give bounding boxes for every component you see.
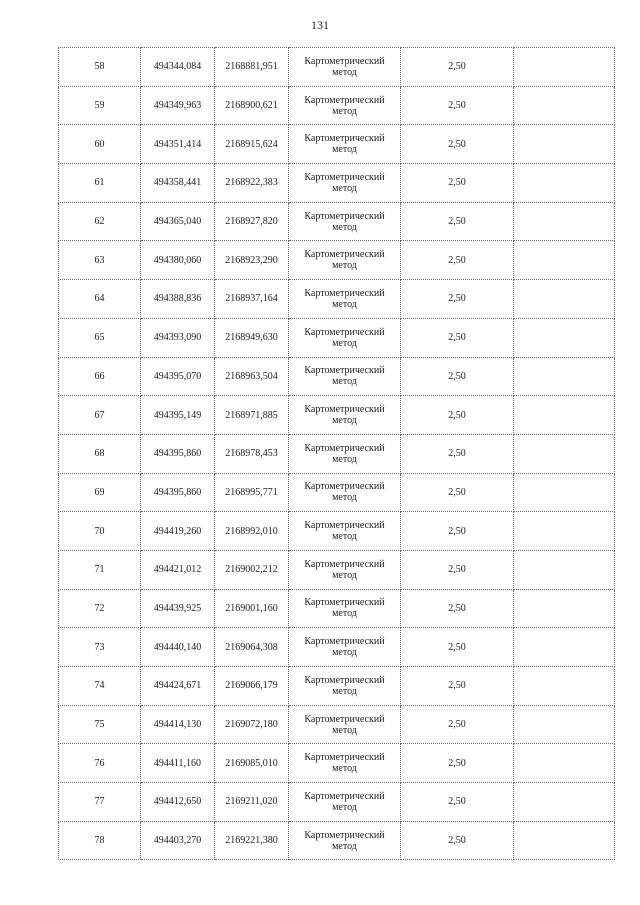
method-cell <box>289 705 401 744</box>
note-cell <box>514 396 615 435</box>
method-line-2: метод <box>332 182 357 194</box>
accuracy-cell: 2,50 <box>401 821 514 860</box>
accuracy-cell: 2,50 <box>401 473 514 512</box>
note-cell <box>514 512 615 551</box>
y-coordinate-cell: 2169001,160 <box>215 589 289 628</box>
x-coordinate-cell: 494344,084 <box>141 48 215 87</box>
table-row <box>59 783 615 822</box>
method-line-1: Картометрический <box>304 481 385 493</box>
method-cell <box>289 434 401 473</box>
method-line-2: метод <box>332 221 357 233</box>
point-number-cell: 59 <box>59 86 141 125</box>
y-coordinate-cell: 2168995,771 <box>215 473 289 512</box>
point-number-cell: 77 <box>59 783 141 822</box>
point-number-cell: 73 <box>59 628 141 667</box>
note-cell <box>514 783 615 822</box>
method-line-2: метод <box>332 337 357 349</box>
point-number-cell: 74 <box>59 667 141 706</box>
method-cell <box>289 667 401 706</box>
method-line-2: метод <box>332 763 357 775</box>
note-cell <box>514 86 615 125</box>
method-line-2: метод <box>332 144 357 156</box>
y-coordinate-cell: 2169221,380 <box>215 821 289 860</box>
method-line-1: Картометрический <box>304 287 385 299</box>
method-cell <box>289 280 401 319</box>
y-coordinate-cell: 2169085,010 <box>215 744 289 783</box>
method-line-2: метод <box>332 840 357 852</box>
table-row <box>59 164 615 203</box>
note-cell <box>514 280 615 319</box>
method-line-1: Картометрический <box>304 249 385 261</box>
point-number-cell: 76 <box>59 744 141 783</box>
method-line-1: Картометрический <box>304 713 385 725</box>
table-row <box>59 744 615 783</box>
table-row <box>59 434 615 473</box>
x-coordinate-cell: 494395,070 <box>141 357 215 396</box>
method-line-2: метод <box>332 376 357 388</box>
y-coordinate-cell: 2168949,630 <box>215 318 289 357</box>
method-line-1: Картометрический <box>304 636 385 648</box>
x-coordinate-cell: 494421,012 <box>141 550 215 589</box>
note-cell <box>514 473 615 512</box>
method-line-1: Картометрический <box>304 597 385 609</box>
accuracy-cell: 2,50 <box>401 86 514 125</box>
table-row <box>59 241 615 280</box>
page-number: 131 <box>311 18 329 32</box>
y-coordinate-cell: 2168900,621 <box>215 86 289 125</box>
method-line-2: метод <box>332 647 357 659</box>
method-cell <box>289 473 401 512</box>
y-coordinate-cell: 2168915,624 <box>215 125 289 164</box>
method-line-2: метод <box>332 298 357 310</box>
accuracy-cell: 2,50 <box>401 667 514 706</box>
note-cell <box>514 202 615 241</box>
table-row <box>59 396 615 435</box>
accuracy-cell: 2,50 <box>401 628 514 667</box>
y-coordinate-cell: 2168992,010 <box>215 512 289 551</box>
y-coordinate-cell: 2169211,020 <box>215 783 289 822</box>
accuracy-cell: 2,50 <box>401 512 514 551</box>
point-number-cell: 60 <box>59 125 141 164</box>
x-coordinate-cell: 494351,414 <box>141 125 215 164</box>
x-coordinate-cell: 494380,060 <box>141 241 215 280</box>
table-row <box>59 473 615 512</box>
accuracy-cell: 2,50 <box>401 783 514 822</box>
method-cell <box>289 202 401 241</box>
note-cell <box>514 125 615 164</box>
method-line-1: Картометрический <box>304 55 385 67</box>
accuracy-cell: 2,50 <box>401 202 514 241</box>
table-row <box>59 512 615 551</box>
y-coordinate-cell: 2168978,453 <box>215 434 289 473</box>
point-number-cell: 61 <box>59 164 141 203</box>
accuracy-cell: 2,50 <box>401 550 514 589</box>
x-coordinate-cell: 494412,650 <box>141 783 215 822</box>
accuracy-cell: 2,50 <box>401 48 514 87</box>
method-line-2: метод <box>332 415 357 427</box>
x-coordinate-cell: 494419,260 <box>141 512 215 551</box>
method-line-1: Картометрический <box>304 365 385 377</box>
note-cell <box>514 705 615 744</box>
accuracy-cell: 2,50 <box>401 241 514 280</box>
table-row <box>59 48 615 87</box>
accuracy-cell: 2,50 <box>401 396 514 435</box>
accuracy-cell: 2,50 <box>401 164 514 203</box>
x-coordinate-cell: 494403,270 <box>141 821 215 860</box>
point-number-cell: 75 <box>59 705 141 744</box>
method-line-1: Картометрический <box>304 752 385 764</box>
method-line-2: метод <box>332 531 357 543</box>
method-line-1: Картометрический <box>304 326 385 338</box>
x-coordinate-cell: 494365,040 <box>141 202 215 241</box>
y-coordinate-cell: 2168881,951 <box>215 48 289 87</box>
point-number-cell: 65 <box>59 318 141 357</box>
y-coordinate-cell: 2168927,820 <box>215 202 289 241</box>
method-line-2: метод <box>332 801 357 813</box>
x-coordinate-cell: 494358,441 <box>141 164 215 203</box>
point-number-cell: 70 <box>59 512 141 551</box>
table-row <box>59 280 615 319</box>
table-row <box>59 318 615 357</box>
note-cell <box>514 744 615 783</box>
method-line-1: Картометрический <box>304 829 385 841</box>
table-row <box>59 821 615 860</box>
y-coordinate-cell: 2168923,290 <box>215 241 289 280</box>
method-cell <box>289 318 401 357</box>
x-coordinate-cell: 494424,671 <box>141 667 215 706</box>
point-number-cell: 71 <box>59 550 141 589</box>
x-coordinate-cell: 494395,860 <box>141 434 215 473</box>
method-line-1: Картометрический <box>304 674 385 686</box>
method-cell <box>289 550 401 589</box>
point-number-cell: 78 <box>59 821 141 860</box>
point-number-cell: 68 <box>59 434 141 473</box>
method-cell <box>289 396 401 435</box>
x-coordinate-cell: 494439,925 <box>141 589 215 628</box>
accuracy-cell: 2,50 <box>401 744 514 783</box>
method-cell <box>289 357 401 396</box>
note-cell <box>514 550 615 589</box>
table-row <box>59 705 615 744</box>
y-coordinate-cell: 2168963,504 <box>215 357 289 396</box>
x-coordinate-cell: 494414,130 <box>141 705 215 744</box>
table-row <box>59 125 615 164</box>
method-line-1: Картометрический <box>304 133 385 145</box>
y-coordinate-cell: 2169072,180 <box>215 705 289 744</box>
method-cell <box>289 628 401 667</box>
coordinates-table-body <box>59 48 615 860</box>
x-coordinate-cell: 494349,963 <box>141 86 215 125</box>
note-cell <box>514 821 615 860</box>
point-number-cell: 72 <box>59 589 141 628</box>
accuracy-cell: 2,50 <box>401 318 514 357</box>
y-coordinate-cell: 2168937,164 <box>215 280 289 319</box>
table-row <box>59 357 615 396</box>
accuracy-cell: 2,50 <box>401 357 514 396</box>
method-line-2: метод <box>332 105 357 117</box>
method-line-2: метод <box>332 66 357 78</box>
method-cell <box>289 241 401 280</box>
y-coordinate-cell: 2169064,308 <box>215 628 289 667</box>
table-row <box>59 86 615 125</box>
method-cell <box>289 512 401 551</box>
point-number-cell: 67 <box>59 396 141 435</box>
method-line-1: Картометрический <box>304 558 385 570</box>
method-line-2: метод <box>332 569 357 581</box>
x-coordinate-cell: 494440,140 <box>141 628 215 667</box>
accuracy-cell: 2,50 <box>401 280 514 319</box>
method-line-1: Картометрический <box>304 404 385 416</box>
note-cell <box>514 667 615 706</box>
table-row <box>59 667 615 706</box>
note-cell <box>514 434 615 473</box>
point-number-cell: 64 <box>59 280 141 319</box>
x-coordinate-cell: 494395,149 <box>141 396 215 435</box>
y-coordinate-cell: 2168971,885 <box>215 396 289 435</box>
note-cell <box>514 318 615 357</box>
x-coordinate-cell: 494393,090 <box>141 318 215 357</box>
x-coordinate-cell: 494388,836 <box>141 280 215 319</box>
method-line-1: Картометрический <box>304 790 385 802</box>
method-cell <box>289 783 401 822</box>
table-row <box>59 628 615 667</box>
method-line-1: Картометрический <box>304 520 385 532</box>
point-number-cell: 58 <box>59 48 141 87</box>
note-cell <box>514 357 615 396</box>
method-cell <box>289 125 401 164</box>
table-row <box>59 589 615 628</box>
note-cell <box>514 48 615 87</box>
method-line-2: метод <box>332 685 357 697</box>
y-coordinate-cell: 2168922,383 <box>215 164 289 203</box>
note-cell <box>514 241 615 280</box>
method-cell <box>289 164 401 203</box>
note-cell <box>514 589 615 628</box>
table-row <box>59 202 615 241</box>
method-line-2: метод <box>332 724 357 736</box>
method-cell <box>289 48 401 87</box>
x-coordinate-cell: 494395,860 <box>141 473 215 512</box>
note-cell <box>514 628 615 667</box>
y-coordinate-cell: 2169002,212 <box>215 550 289 589</box>
method-line-1: Картометрический <box>304 442 385 454</box>
method-line-2: метод <box>332 453 357 465</box>
coordinates-table <box>58 47 615 860</box>
method-line-1: Картометрический <box>304 171 385 183</box>
accuracy-cell: 2,50 <box>401 434 514 473</box>
method-cell <box>289 744 401 783</box>
method-line-1: Картометрический <box>304 210 385 222</box>
method-line-1: Картометрический <box>304 94 385 106</box>
point-number-cell: 69 <box>59 473 141 512</box>
method-cell <box>289 86 401 125</box>
accuracy-cell: 2,50 <box>401 705 514 744</box>
method-cell <box>289 589 401 628</box>
method-cell <box>289 821 401 860</box>
accuracy-cell: 2,50 <box>401 589 514 628</box>
point-number-cell: 63 <box>59 241 141 280</box>
y-coordinate-cell: 2169066,179 <box>215 667 289 706</box>
note-cell <box>514 164 615 203</box>
method-line-2: метод <box>332 492 357 504</box>
table-row <box>59 550 615 589</box>
method-line-2: метод <box>332 608 357 620</box>
accuracy-cell: 2,50 <box>401 125 514 164</box>
point-number-cell: 62 <box>59 202 141 241</box>
x-coordinate-cell: 494411,160 <box>141 744 215 783</box>
point-number-cell: 66 <box>59 357 141 396</box>
method-line-2: метод <box>332 260 357 272</box>
